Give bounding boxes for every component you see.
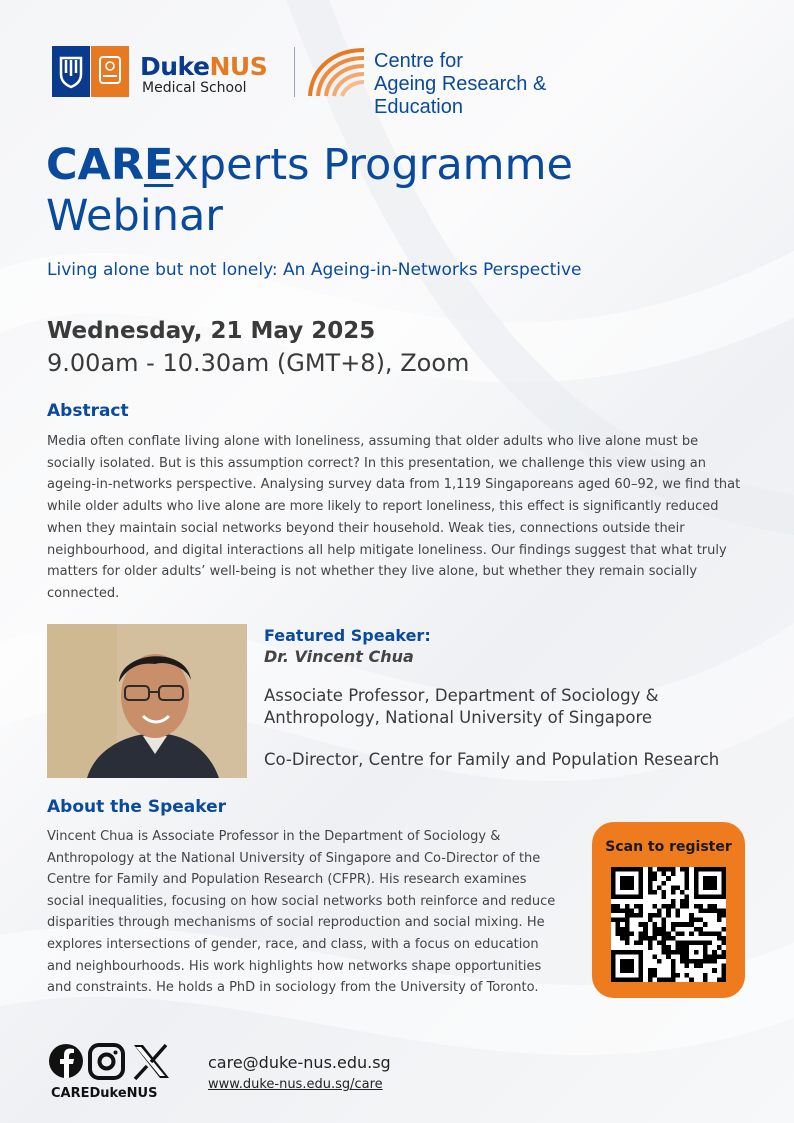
logo-divider <box>294 47 295 97</box>
about-speaker-text: Vincent Chua is Associate Professor in the Department of Sociology & Anthropology at the National University of Singapore and Co-Director of the Centre for Family and Population Research (CFPR). His research examines social inequalities, focusing on how social networks both reinforce and reduce disparities through mechanisms of social reproduction and social mixing. He explores intersections of gender, race, and class, with a focus on education and neighbourhoods. His work highlights how networks shape opportunities and constraints. He holds a PhD in sociology from the University of Toronto. <box>47 829 556 996</box>
abstract-heading: Abstract <box>47 401 129 421</box>
care-logo-line1: Centre for <box>374 50 463 72</box>
duke-shield-icon <box>52 46 90 97</box>
register-card[interactable] <box>592 822 745 998</box>
talk-title: Living alone but not lonely: An Ageing-in-Networks Perspective <box>47 260 582 280</box>
duke-nus-subtitle: Medical School <box>142 80 247 96</box>
abstract-text: Media often conflate living alone with loneliness, assuming that older adults who live alone must be socially isolated. But is this assumption correct? In this presentation, we challenge this view using an ageing-in-networks perspective. Analysing survey data from 1,119 Singaporeans aged 60–92, we find that while older adults who live alone are more likely to report loneliness, this effect is significantly reduced when they maintain social networks beyond their household. Weak ties, connections outside their neighbourhood, and digital interactions all help mitigate loneliness. Our findings suggest that what truly matters for older adults’ well-being is not whether they live alone, but whether they remain socially connected. <box>47 434 741 601</box>
featured-speaker-heading: Featured Speaker: <box>264 626 431 645</box>
speaker-photo <box>47 624 247 778</box>
about-speaker-heading: About the Speaker <box>47 797 227 817</box>
website-link[interactable]: www.duke-nus.edu.sg/care <box>208 1077 383 1092</box>
facebook-icon[interactable] <box>49 1044 83 1078</box>
contact-email[interactable]: care@duke-nus.edu.sg <box>208 1053 391 1072</box>
event-time: 9.00am - 10.30am (GMT+8), Zoom <box>47 349 470 377</box>
care-logo-line2: Ageing Research & Education <box>374 73 547 118</box>
speaker-role-secondary: Co-Director, Centre for Family and Population Research <box>264 750 720 769</box>
qr-code-icon[interactable] <box>611 867 726 982</box>
care-arc-icon <box>308 46 366 98</box>
x-icon[interactable] <box>134 1045 169 1079</box>
social-handle: CAREDukeNUS <box>51 1086 158 1101</box>
register-label: Scan to register <box>605 839 732 855</box>
duke-nus-logo <box>52 46 274 97</box>
speaker-name: Dr. Vincent Chua <box>264 647 414 666</box>
page-title: CARExperts Programme Webinar <box>46 140 573 241</box>
care-logo <box>308 46 628 118</box>
nus-crest-icon <box>91 46 129 97</box>
social-links <box>48 1042 173 1082</box>
event-date: Wednesday, 21 May 2025 <box>47 318 376 344</box>
instagram-icon[interactable] <box>90 1045 123 1078</box>
duke-nus-wordmark: DukeNUS <box>140 52 268 81</box>
speaker-role-primary: Associate Professor, Department of Sociology & Anthropology, National University of Singapore <box>264 686 659 727</box>
speaker-info <box>264 625 764 771</box>
